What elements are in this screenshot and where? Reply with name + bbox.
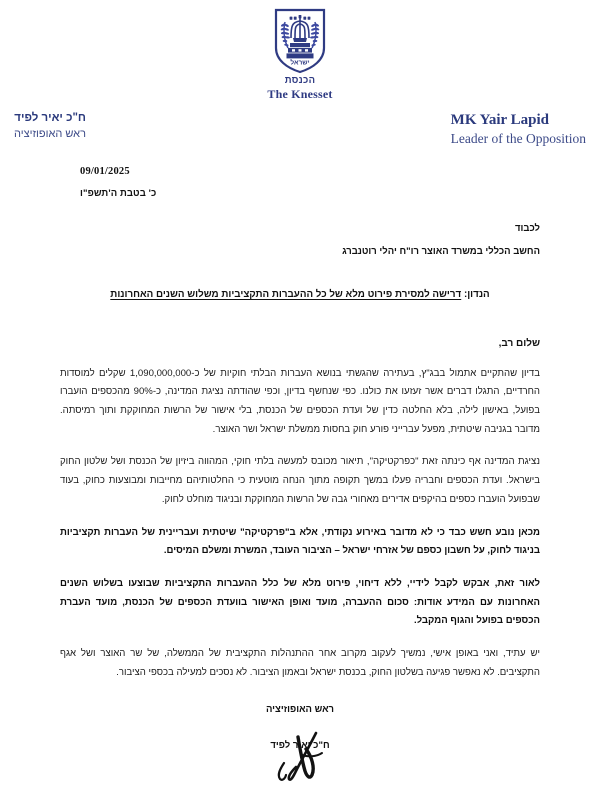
letterhead-title-hebrew: ראש האופוזיציה [14, 127, 86, 140]
signature-name: ח"כ יאיר לפיד [270, 740, 330, 752]
recipient-label: לכבוד [515, 222, 540, 234]
date-hebrew: כ' בטבת ה'תשפ"ו [80, 187, 157, 199]
handwritten-signature-icon [240, 729, 360, 785]
recipient-block [60, 223, 540, 257]
knesset-menorah-emblem-icon [273, 8, 327, 74]
paragraph-4: לאור זאת, אבקש לקבל לידיי, ללא דיחוי, פירוט מלא של כלל ההעברות התקציביות שבוצעו בשלוש השנים האחרונות עם המידע אודות: סכום ההעברה, מועד ואופן האישור בוועדת הכספים של הכנסת, מועד העברת הכספים בפועל והגוף המקבל. [60, 577, 540, 627]
letterhead-name-hebrew: ח"כ יאיר לפיד [14, 112, 86, 125]
letterhead-name-row [0, 101, 600, 147]
recipient-name: החשב הכללי במשרד האוצר רו"ח יהלי רוטנברג [342, 245, 540, 257]
greeting: שלום רב, [498, 337, 540, 349]
emblem-wrap [0, 8, 600, 101]
subject-prefix: הנדון: [463, 288, 490, 300]
date-gregorian: 09/01/2025 [80, 165, 130, 177]
letterhead-english-block [451, 111, 586, 147]
paragraph-1: בדיון שהתקיים אתמול בבג"ץ, בעתירה שהגשתי בנושא העברות הבלתי חוקיות של כ-1,090,000,000 שקלים למוסדות החרדיים, התגלו דברים אשר זעזעו את כולנו. כפי שנחשף בדיון, וכפי שהודתה נציגת המדינה, כ-90% מהכספים הועברו בפועל, באישון לילה, בלא החלטה כדין של ועדת הכספים של הכנסת, בלי אישור של הרשות המחוקקת ותוך רמיסתה. מדובר בגניבה שיטתית, מפעל עברייני פורע חוק בחסות ממשלת ישראל ושר האוצר. [60, 367, 541, 435]
paragraph-2: נציגת המדינה אף כינתה זאת "כפרקטיקה", תיאור מכובס למעשה בלתי חוקי, המהווה ביזיון של הכנסת ושל שלטון החוק בישראל. ועדת הכספים וחבריה פעלו במשך תקופה מתוך הנחה מוטעית כי החלטותיהם מחייבות ומבוצעות כחוק, בעוד שבפועל הועברו כספים בהיקפים אדירים מאחורי גבה של הרשות המחוקקת ובניגוד מוחלט לחוק. [60, 456, 540, 505]
subject-text: דרישה למסירת פירוט מלא של כל ההעברות התקציביות משלוש השנים האחרונות [110, 288, 462, 300]
subject-line [60, 289, 540, 300]
emblem-caption-english: The Knesset [267, 86, 333, 101]
paragraph-5: יש עתיד, ואני באופן אישי, נמשיך לעקוב מקרוב אחר ההתנהלות התקציבית של הממשלה, של שר האוצר ושל אגף התקציבים. לא נאפשר פגיעה בשלטון החוק, בכנסת ישראל ובאמון הציבור. לא נסכים למעילה בכספי הציבור. [60, 648, 540, 678]
signature-role: ראש האופוזיציה [265, 704, 335, 716]
svg-text:ישראל: ישראל [290, 59, 310, 67]
letterhead-hebrew-block [14, 111, 86, 141]
emblem-caption-hebrew: הכנסת [284, 75, 316, 86]
paragraph-3: מכאן נובע חשש כבד כי לא מדובר באירוע נקודתי, אלא ב"פרקטיקה" שיטתית ועבריינית של העברות תקציביות בניגוד לחוק, על חשבון כספם של אזרחי ישראל – הציבור העובד, המשרת ומשלם המיסים. [60, 526, 540, 557]
letterhead [0, 0, 600, 148]
letterhead-name-english: MK Yair Lapid [450, 112, 550, 129]
signature-block [60, 704, 540, 793]
letterhead-title-english: Leader of the Opposition [450, 131, 586, 147]
date-block [60, 166, 540, 199]
signature-name-wrap [60, 735, 540, 793]
letter-body [0, 166, 600, 794]
